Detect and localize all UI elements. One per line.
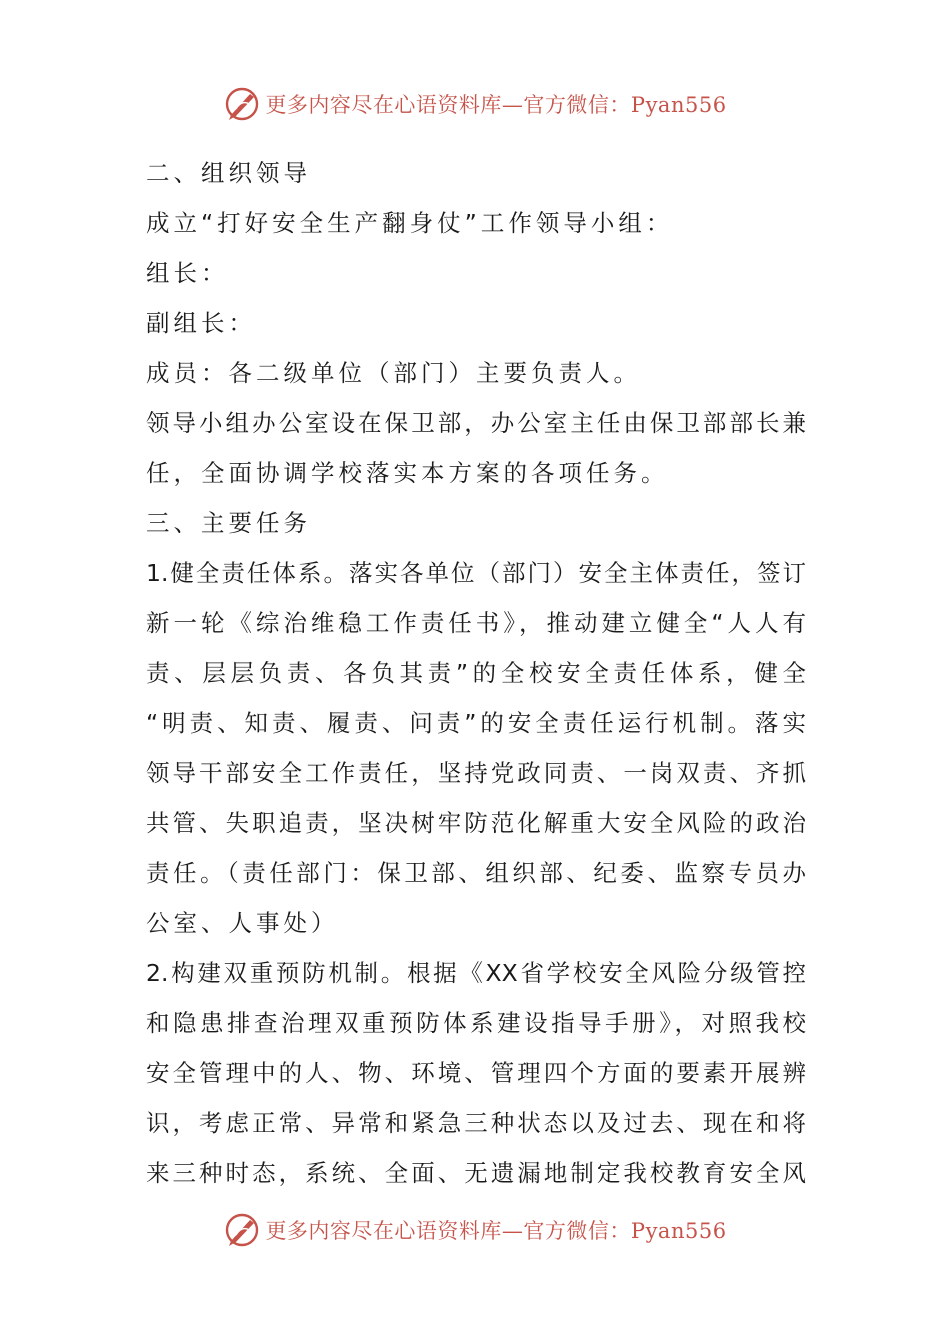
paragraph-line: 识，考虑正常、异常和紧急三种状态以及过去、现在和将 [146,1109,806,1137]
paragraph-line: 2.构建双重预防机制。根据《XX省学校安全风险分级管控 [146,959,806,987]
footer-banner-text: 更多内容尽在心语资料库—官方微信：Pyan556 [265,1219,727,1243]
header-banner [0,80,950,128]
heading-organization: 二、组织领导 [146,159,311,187]
paragraph-line: 成员：各二级单位（部门）主要负责人。 [146,359,641,387]
paragraph-line: 责、层层负责、各负其责”的全校安全责任体系，健全 [146,659,806,687]
paragraph-line: 副组长： [146,309,256,337]
paragraph-line: “明责、知责、履责、问责”的安全责任运行机制。落实 [146,709,806,737]
paragraph-line: 公室、人事处） [146,909,339,937]
paragraph-line: 共管、失职追责，坚决树牢防范化解重大安全风险的政治 [146,809,806,837]
paragraph-line: 新一轮《综治维稳工作责任书》，推动建立健全“人人有 [146,609,806,637]
paragraph-line: 和隐患排查治理双重预防体系建设指导手册》，对照我校 [146,1009,806,1037]
header-banner-text: 更多内容尽在心语资料库—官方微信：Pyan556 [265,93,727,117]
paragraph-line: 1.健全责任体系。落实各单位（部门）安全主体责任，签订 [146,559,806,587]
paragraph-line: 组长： [146,259,229,287]
paragraph-line: 成立“打好安全生产翻身仗”工作领导小组： [146,209,674,237]
document-body [146,148,806,1198]
paragraph-line: 任，全面协调学校落实本方案的各项任务。 [146,459,669,487]
pen-logo-icon [223,1211,261,1249]
heading-main-tasks: 三、主要任务 [146,509,311,537]
pen-logo-icon [223,85,261,123]
paragraph-line: 领导干部安全工作责任，坚持党政同责、一岗双责、齐抓 [146,759,806,787]
paragraph-line: 来三种时态，系统、全面、无遗漏地制定我校教育安全风 [146,1159,806,1187]
paragraph-line: 安全管理中的人、物、环境、管理四个方面的要素开展辨 [146,1059,806,1087]
paragraph-line: 责任。（责任部门：保卫部、组织部、纪委、监察专员办 [146,859,806,887]
paragraph-line: 领导小组办公室设在保卫部，办公室主任由保卫部部长兼 [146,409,806,437]
footer-banner [0,1206,950,1254]
